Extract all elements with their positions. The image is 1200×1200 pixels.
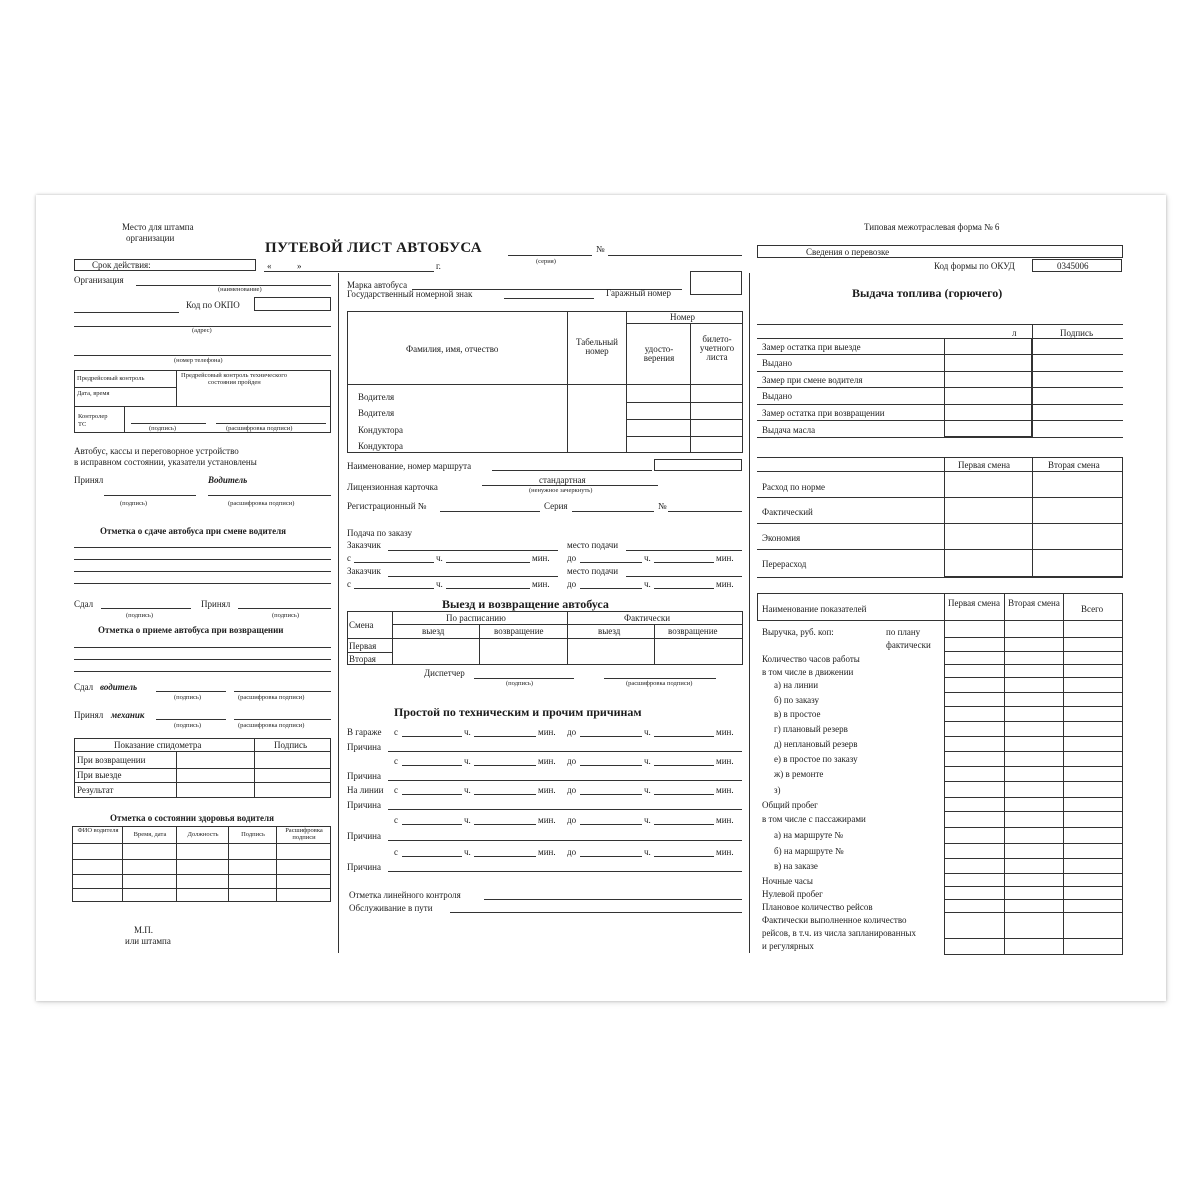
dt-ch-6: ч. bbox=[644, 785, 651, 795]
organization-line-2[interactable] bbox=[74, 312, 179, 313]
ts-label: ТС bbox=[78, 421, 87, 428]
form-type-label: Типовая межотраслевая форма № 6 bbox=[864, 222, 1000, 232]
dt-min-5: мин. bbox=[538, 785, 556, 795]
mechanic-word: механик bbox=[111, 710, 145, 720]
consumption-table bbox=[944, 457, 1123, 577]
pretrip-passed-label: Предрейсовый контроль технического bbox=[181, 372, 287, 379]
dispatcher-label: Диспетчер bbox=[424, 668, 465, 678]
ch-label-3: ч. bbox=[436, 579, 443, 589]
health-col-sign: Подпись bbox=[241, 831, 265, 838]
dt-ch-1: ч. bbox=[464, 727, 471, 737]
consumption-row-1: Расход по норме bbox=[762, 482, 826, 492]
supply-place-label-1: место подачи bbox=[567, 540, 619, 550]
schedule-exit-header: выезд bbox=[422, 626, 445, 636]
consumption-first-shift: Первая смена bbox=[958, 460, 1011, 470]
indicators-total: Всего bbox=[1081, 604, 1104, 614]
dispatcher-signature-caption: (подпись) bbox=[506, 680, 533, 687]
crew-id-header: удосто- верения bbox=[643, 344, 675, 363]
return-title: Отметка о приеме автобуса при возвращении bbox=[98, 625, 284, 635]
dt-min-3: мин. bbox=[538, 756, 556, 766]
hours-item-5: д) неплановый резерв bbox=[774, 739, 858, 749]
bus-ok-text-2: в исправном состоянии, указатели установлены bbox=[74, 457, 257, 467]
consumption-row-4: Перерасход bbox=[762, 559, 807, 569]
name-caption: (наименование) bbox=[218, 286, 262, 293]
crew-fio-header: Фамилия, имя, отчество bbox=[406, 344, 499, 354]
revenue-plan: по плану bbox=[886, 627, 921, 637]
dispatcher-decode-caption: (расшифровка подписи) bbox=[626, 680, 693, 687]
dt-ch-8: ч. bbox=[644, 815, 651, 825]
do-label-2: до bbox=[567, 579, 577, 589]
revenue-actual: фактически bbox=[886, 640, 931, 650]
downtime-title: Простой по техническим и прочим причинам bbox=[394, 705, 642, 719]
health-title: Отметка о состоянии здоровья водителя bbox=[110, 813, 274, 823]
license-card-label: Лицензионная карточка bbox=[347, 482, 438, 492]
dt-min-6: мин. bbox=[716, 785, 734, 795]
incl-pass-label: в том числе с пассажирами bbox=[762, 814, 866, 824]
dt-min-9: мин. bbox=[538, 847, 556, 857]
accepted-signature-caption: (подпись) bbox=[120, 500, 147, 507]
left-divider bbox=[338, 273, 339, 953]
second-shift-row: Вторая bbox=[349, 654, 376, 664]
by-schedule-header: По расписанию bbox=[446, 613, 506, 623]
ch-label-4: ч. bbox=[644, 579, 651, 589]
indicators-table bbox=[944, 593, 1123, 955]
crew-ticket-header: билето- учетного листа bbox=[699, 334, 735, 362]
customer-label-1: Заказчик bbox=[347, 540, 381, 550]
stamp-place-label: Место для штампа bbox=[122, 222, 194, 232]
reason-label-5: Причина bbox=[347, 862, 381, 872]
actual-trips-label-1: Фактически выполненное количество bbox=[762, 915, 907, 925]
mechanic-signature-caption: (подпись) bbox=[174, 722, 201, 729]
validity-label: Срок действия: bbox=[92, 260, 151, 270]
reg-no-sign: № bbox=[658, 501, 667, 511]
health-col-time: Время, дата bbox=[133, 831, 167, 838]
reg-no-label: Регистрационный № bbox=[347, 501, 427, 511]
dt-c-4: с bbox=[394, 815, 398, 825]
okpo-label: Код по ОКПО bbox=[186, 300, 240, 310]
right-divider bbox=[749, 273, 750, 953]
phone-line[interactable] bbox=[74, 355, 331, 356]
driver-word: водитель bbox=[100, 682, 138, 692]
controller-signature-caption: (подпись) bbox=[149, 425, 176, 432]
in-garage-label: В гараже bbox=[347, 727, 382, 737]
okpo-box[interactable] bbox=[254, 297, 331, 311]
dt-min-10: мин. bbox=[716, 847, 734, 857]
supply-place-label-2: место подачи bbox=[567, 566, 619, 576]
transport-info-label: Сведения о перевозке bbox=[806, 247, 890, 257]
min-label-4: мин. bbox=[716, 579, 734, 589]
document-title: ПУТЕВОЙ ЛИСТ АВТОБУСА bbox=[265, 240, 482, 256]
actual-return-header: возвращение bbox=[668, 626, 718, 636]
mp-label: М.П. bbox=[134, 925, 154, 935]
hours-item-6: е) в простое по заказу bbox=[774, 754, 858, 764]
route-box[interactable] bbox=[654, 459, 742, 471]
order-supply-label: Подача по заказу bbox=[347, 528, 412, 538]
fuel-sign-header: Подпись bbox=[1060, 328, 1094, 338]
accepted-signature-caption-2: (подпись) bbox=[272, 612, 299, 619]
indicators-first-shift: Первая смена bbox=[947, 598, 1000, 608]
mechanic-decode-caption: (расшифровка подписи) bbox=[238, 722, 305, 729]
dt-do-3: до bbox=[567, 785, 577, 795]
route-a-label: а) на маршруте № bbox=[774, 830, 844, 840]
crew-row-3: Кондуктора bbox=[358, 425, 404, 435]
odometer-sign: Подпись bbox=[274, 740, 308, 750]
dt-ch-10: ч. bbox=[644, 847, 651, 857]
consumption-row-3: Экономия bbox=[762, 533, 801, 543]
series-caption: (серия) bbox=[536, 258, 556, 265]
actual-header: Фактически bbox=[624, 613, 671, 623]
c-label-1: с bbox=[347, 553, 351, 563]
dt-do-1: до bbox=[567, 727, 577, 737]
reason-label-1: Причина bbox=[347, 742, 381, 752]
route-name-label: Наименование, номер маршрута bbox=[347, 461, 472, 471]
indicators-label: Наименование показателей bbox=[762, 604, 867, 614]
quote-close: » bbox=[297, 261, 302, 271]
pretrip-passed-label-2: состояния пройден bbox=[208, 379, 261, 386]
hours-item-8: з) bbox=[774, 785, 781, 795]
dt-ch-9: ч. bbox=[464, 847, 471, 857]
customer-label-2: Заказчик bbox=[347, 566, 381, 576]
fuel-title: Выдача топлива (горючего) bbox=[852, 286, 1003, 300]
min-label-2: мин. bbox=[716, 553, 734, 563]
consumption-second-shift: Вторая смена bbox=[1048, 460, 1100, 470]
on-departure-label: При выезде bbox=[77, 770, 122, 780]
accepted-handover-label: Принял bbox=[201, 599, 231, 609]
odometer-title: Показание спидометра bbox=[114, 740, 202, 750]
on-line-label: На линии bbox=[347, 785, 384, 795]
series-word: Серия bbox=[544, 501, 568, 511]
driver-label: Водитель bbox=[208, 475, 248, 485]
okud-label: Код формы по ОКУД bbox=[934, 261, 1015, 271]
dt-min-1: мин. bbox=[538, 727, 556, 737]
fuel-row-2: Выдано bbox=[762, 358, 792, 368]
crew-row-4: Кондуктора bbox=[358, 441, 404, 451]
total-mileage-label: Общий пробег bbox=[762, 800, 818, 810]
incl-motion-label: в том числе в движении bbox=[762, 667, 854, 677]
reason-label-4: Причина bbox=[347, 831, 381, 841]
fuel-row-5: Замер остатка при возвращении bbox=[762, 408, 885, 418]
schedule-return-header: возвращение bbox=[494, 626, 544, 636]
dt-c-2: с bbox=[394, 756, 398, 766]
accepted-mechanic-label: Принял bbox=[74, 710, 104, 720]
health-col-fio: ФИО водителя bbox=[77, 827, 119, 834]
on-return-label: При возвращении bbox=[77, 755, 146, 765]
dt-do-4: до bbox=[567, 815, 577, 825]
crew-table bbox=[347, 311, 743, 453]
reason-label-3: Причина bbox=[347, 800, 381, 810]
on-order-label: в) на заказе bbox=[774, 861, 818, 871]
zero-mileage-label: Нулевой пробег bbox=[762, 889, 823, 899]
c-label-2: с bbox=[347, 579, 351, 589]
do-label-1: до bbox=[567, 553, 577, 563]
standard-label: стандартная bbox=[539, 475, 586, 485]
planned-trips-label: Плановое количество рейсов bbox=[762, 902, 873, 912]
fuel-liters-header: л bbox=[1012, 328, 1017, 338]
indicators-second-shift: Вторая смена bbox=[1008, 598, 1060, 608]
gave-driver-decode-caption: (расшифровка подписи) bbox=[238, 694, 305, 701]
dt-ch-4: ч. bbox=[644, 756, 651, 766]
hours-item-7: ж) в ремонте bbox=[774, 769, 824, 779]
handover-title: Отметка о сдаче автобуса при смене водителя bbox=[100, 526, 286, 536]
controller-decode-caption: (расшифровка подписи) bbox=[226, 425, 293, 432]
night-hours-label: Ночные часы bbox=[762, 876, 813, 886]
shift-header: Смена bbox=[349, 620, 374, 630]
dt-c-3: с bbox=[394, 785, 398, 795]
dt-do-5: до bbox=[567, 847, 577, 857]
min-label-1: мин. bbox=[532, 553, 550, 563]
ch-label-2: ч. bbox=[644, 553, 651, 563]
accepted-label: Принял bbox=[74, 475, 104, 485]
bus-brand-label: Марка автобуса bbox=[347, 280, 408, 290]
first-shift-row: Первая bbox=[349, 641, 377, 651]
actual-exit-header: выезд bbox=[598, 626, 621, 636]
hours-item-4: г) плановый резерв bbox=[774, 724, 848, 734]
date-time-label: Дата, время bbox=[77, 390, 110, 397]
bus-ok-text-1: Автобус, кассы и переговорное устройство bbox=[74, 446, 239, 456]
gave-driver-label: Сдал bbox=[74, 682, 94, 692]
dt-min-4: мин. bbox=[716, 756, 734, 766]
fuel-row-6: Выдача масла bbox=[762, 425, 816, 435]
consumption-row-2: Фактический bbox=[762, 507, 813, 517]
revenue-label: Выручка, руб. коп: bbox=[762, 627, 834, 637]
reason-label-2: Причина bbox=[347, 771, 381, 781]
pretrip-control-label: Предрейсовый контроль bbox=[77, 375, 145, 382]
health-col-decode: Расшифровка подписи bbox=[285, 827, 323, 841]
route-b-label: б) на маршруте № bbox=[774, 846, 844, 856]
hours-work-label: Количество часов работы bbox=[762, 654, 860, 664]
accepted-decode-caption: (расшифровка подписи) bbox=[228, 500, 295, 507]
dt-c-1: с bbox=[394, 727, 398, 737]
crew-row-2: Водителя bbox=[358, 408, 395, 418]
okud-code: 0345006 bbox=[1057, 261, 1089, 271]
min-label-3: мин. bbox=[532, 579, 550, 589]
crew-tab-header: Табельный номер bbox=[576, 337, 618, 356]
dt-c-5: с bbox=[394, 847, 398, 857]
line-control-label: Отметка линейного контроля bbox=[349, 890, 461, 900]
strike-note: (ненужное зачеркнуть) bbox=[529, 487, 593, 494]
service-road-label: Обслуживание в пути bbox=[349, 903, 433, 913]
phone-caption: (номер телефона) bbox=[174, 357, 223, 364]
dt-ch-3: ч. bbox=[464, 756, 471, 766]
fuel-row-3: Замер при смене водителя bbox=[762, 375, 863, 385]
dt-ch-5: ч. bbox=[464, 785, 471, 795]
number-sign: № bbox=[596, 244, 605, 254]
gave-label: Сдал bbox=[74, 599, 94, 609]
crew-row-1: Водителя bbox=[358, 392, 395, 402]
hours-item-2: б) по заказу bbox=[774, 695, 820, 705]
departure-title: Выезд и возвращение автобуса bbox=[442, 597, 609, 611]
state-plate-label: Государственный номерной знак bbox=[347, 289, 473, 299]
dt-ch-7: ч. bbox=[464, 815, 471, 825]
crew-number-header: Номер bbox=[670, 312, 696, 322]
result-label: Результат bbox=[77, 785, 114, 795]
gave-driver-signature-caption: (подпись) bbox=[174, 694, 201, 701]
stamp-org-label: организации bbox=[126, 233, 175, 243]
dt-min-2: мин. bbox=[716, 727, 734, 737]
controller-label: Контролер bbox=[78, 413, 108, 420]
dt-do-2: до bbox=[567, 756, 577, 766]
ch-label-1: ч. bbox=[436, 553, 443, 563]
dt-min-7: мин. bbox=[538, 815, 556, 825]
year-label: г. bbox=[436, 261, 441, 271]
actual-trips-label-2: рейсов, в т.ч. из числа запланированных bbox=[762, 928, 916, 938]
health-col-position: Должность bbox=[187, 831, 219, 838]
gave-signature-caption: (подпись) bbox=[126, 612, 153, 619]
organization-label: Организация bbox=[74, 275, 124, 285]
fuel-row-1: Замер остатка при выезде bbox=[762, 342, 861, 352]
hours-item-1: а) на линии bbox=[774, 680, 819, 690]
or-stamp-label: или штампа bbox=[125, 936, 171, 946]
quote-open: « bbox=[267, 261, 272, 271]
fuel-row-4: Выдано bbox=[762, 391, 792, 401]
actual-trips-label-3: и регулярных bbox=[762, 941, 814, 951]
garage-box[interactable] bbox=[690, 271, 742, 295]
dt-ch-2: ч. bbox=[644, 727, 651, 737]
garage-no-label: Гаражный номер bbox=[606, 288, 671, 298]
waybill-sheet bbox=[36, 195, 1166, 1001]
dt-min-8: мин. bbox=[716, 815, 734, 825]
address-caption: (адрес) bbox=[192, 327, 212, 334]
hours-item-3: в) в простое bbox=[774, 709, 821, 719]
